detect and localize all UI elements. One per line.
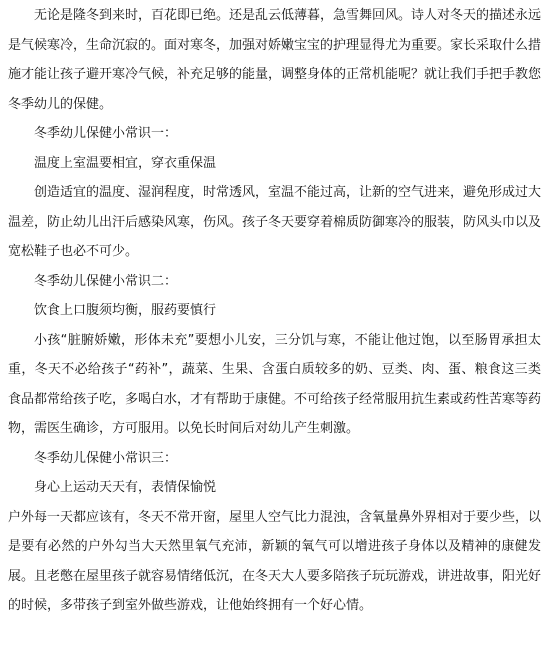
section-2-subtitle: 饮食上口腹须均衡，服药要慎行 xyxy=(34,303,217,318)
section-3-subtitle: 身心上运动天天有，表情保愉悦 xyxy=(34,480,217,495)
section-1-body: 创造适宜的温度、湿润程度，时常透风，室温不能过高，让新的空气进来，避免形成过大温差，防止幼儿出汗后感染风寒，伤风。孩子冬天要穿着棉质防御寒冷的服装，防风头巾以及宽松鞋子也必不可少。 xyxy=(8,185,542,259)
section-2-title: 冬季幼儿保健小常识二： xyxy=(34,273,178,289)
section-2-body: 小孩“脏腑娇嫩，形体未充”要想小儿安，三分饥与寒，不能让他过饱，以至肠胃承担太重，冬天不必给孩子“药补”，蔬菜、生果、含蛋白质较多的奶、豆类、肉、蛋、粮食这三类食品都常给孩子吃，多喝白水，才有帮助于康健。不可给孩子经常服用抗生素或药性苦寒等药物，需医生确诊，方可服用。以免长时间后对幼儿产生刺激。 xyxy=(8,332,542,436)
section-3-body: 户外每一天都应该有，冬天不常开窗，屋里人空气比力混浊，含氧量鼻外界相对于要少些，以是要有必然的户外勾当大天然里氧气充沛，新颖的氧气可以增进孩子身体以及精神的康健发展。且老憋在屋里孩子就容易情绪低沉，在冬天大人要多陪孩子玩玩游戏，讲进故事，阳光好的时候，多带孩子到室外做些游戏，让他始终拥有一个好心情。 xyxy=(8,509,542,613)
section-3-title: 冬季幼儿保健小常识三： xyxy=(34,450,178,466)
section-1-title: 冬季幼儿保健小常识一： xyxy=(34,126,178,141)
intro-paragraph: 无论是隆冬到来时，百花即已绝。还是乱云低薄暮，急雪舞回风。诗人对冬天的描述永远是气候寒冷，生命沉寂的。面对寒冬，加强对娇嫩宝宝的护理显得尤为重要。家长采取什么措施才能让孩子避开寒冷气候，补充足够的能量，调整身体的正常机能呢？就让我们手把手教您冬季幼儿的保健。 xyxy=(8,8,542,112)
section-1-subtitle: 温度上室温要相宜，穿衣重保温 xyxy=(34,155,217,171)
